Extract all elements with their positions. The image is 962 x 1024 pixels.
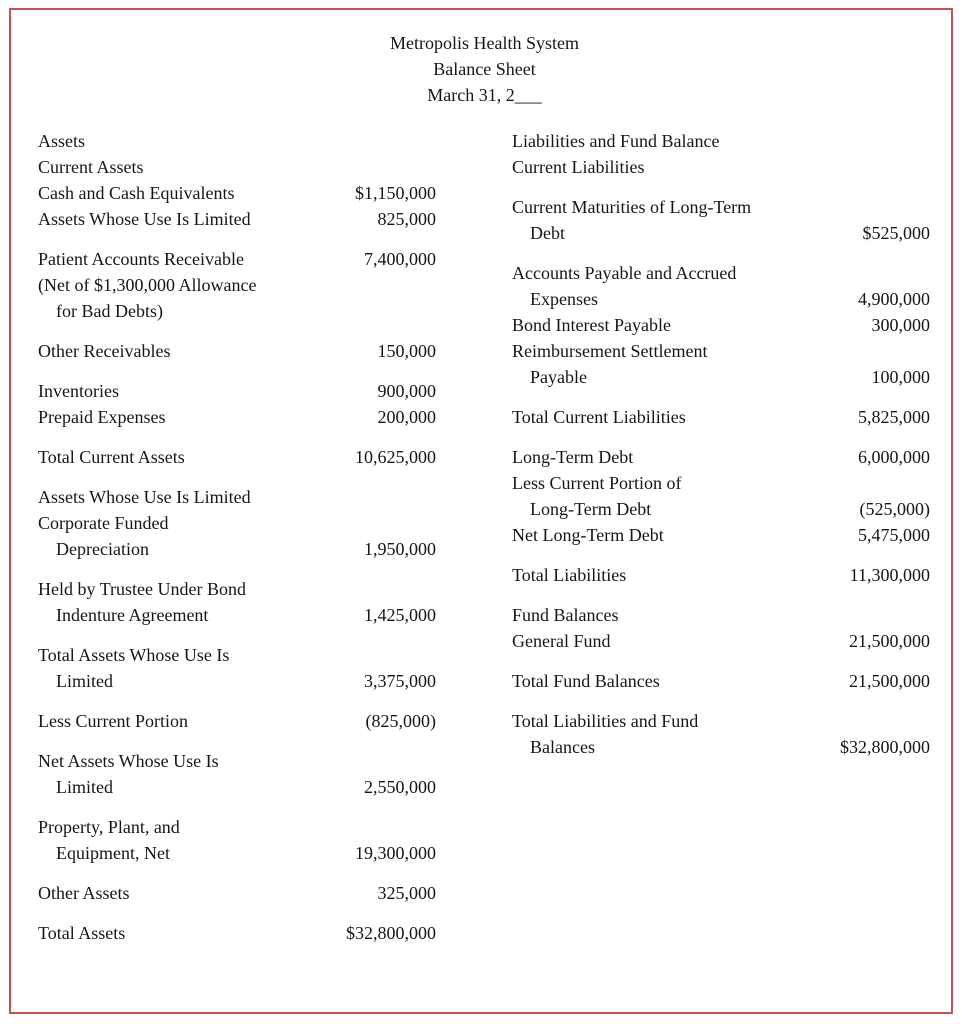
line-item [512,628,930,654]
line-item [512,154,930,180]
line-item-label: Held by Trustee Under Bond [38,579,246,599]
line-item [512,668,930,694]
line-item-label: Net Long-Term Debt [512,525,664,545]
line-item-label: Expenses [530,289,598,309]
line-item-value: 150,000 [377,341,436,361]
line-item-label: Assets Whose Use Is Limited [38,487,251,507]
statement-group [512,602,930,654]
line-item [512,470,930,496]
document-subtitle: Balance Sheet [433,59,536,79]
statement-group [512,668,930,694]
statement-group [38,576,436,628]
line-item-label: Cash and Cash Equivalents [38,183,235,203]
line-item [38,444,436,470]
line-item-label: Total Liabilities and Fund [512,711,699,731]
statement-group [512,404,930,430]
line-item-value: 6,000,000 [858,447,930,467]
line-item [38,774,436,800]
line-item-label: General Fund [512,631,611,651]
line-item [512,708,930,734]
line-item-value: 10,625,000 [355,447,436,467]
line-item-label: Less Current Portion [38,711,188,731]
line-item-label: for Bad Debts) [56,301,163,321]
assets-column [38,128,436,946]
statement-group [38,748,436,800]
line-item [512,128,930,154]
line-item-value: 19,300,000 [355,843,436,863]
line-item [38,576,436,602]
line-item [38,748,436,774]
line-item-label: Fund Balances [512,605,619,625]
line-item-value: (825,000) [365,711,436,731]
line-item-label: Payable [530,367,587,387]
line-item-value: 200,000 [377,407,436,427]
line-item-label: Liabilities and Fund Balance [512,131,720,151]
line-item-label: Total Current Liabilities [512,407,686,427]
line-item-label: Long-Term Debt [512,447,634,467]
statement-group [38,378,436,430]
line-item-label: Indenture Agreement [56,605,209,625]
line-item-label: Patient Accounts Receivable [38,249,244,269]
line-item-label: Inventories [38,381,119,401]
line-item-value: 5,475,000 [858,525,930,545]
line-item [38,920,436,946]
line-item-label: Net Assets Whose Use Is [38,751,219,771]
statement-group [512,260,930,390]
line-item [512,286,930,312]
statement-group [38,920,436,946]
statement-columns [38,128,931,946]
statement-group [38,642,436,694]
line-item [38,298,436,324]
line-item-label: Balances [530,737,595,757]
statement-group [38,880,436,906]
line-item [38,404,436,430]
statement-group [38,246,436,324]
statement-group [512,562,930,588]
balance-sheet-page [9,8,953,1014]
line-item-label: Less Current Portion of [512,473,682,493]
line-item-value: 3,375,000 [364,671,436,691]
line-item-label: Long-Term Debt [530,499,652,519]
line-item [512,338,930,364]
line-item [38,154,436,180]
line-item-value: 300,000 [871,315,930,335]
line-item [38,814,436,840]
statement-group [512,194,930,246]
line-item-value: 2,550,000 [364,777,436,797]
line-item-value: 4,900,000 [858,289,930,309]
line-item [38,338,436,364]
statement-group [38,484,436,562]
line-item [38,378,436,404]
statement-group [38,708,436,734]
line-item [38,246,436,272]
line-item-value: 825,000 [377,209,436,229]
line-item [38,206,436,232]
line-item [512,220,930,246]
line-item [38,510,436,536]
line-item [512,522,930,548]
line-item-label: Current Assets [38,157,144,177]
line-item-label: Corporate Funded [38,513,169,533]
line-item [38,272,436,298]
line-item [512,364,930,390]
line-item-label: Other Receivables [38,341,171,361]
line-item-label: Equipment, Net [56,843,170,863]
line-item [512,312,930,338]
line-item-label: Other Assets [38,883,130,903]
liabilities-column [512,128,930,760]
line-item [512,734,930,760]
line-item-label: Bond Interest Payable [512,315,671,335]
line-item-value: 21,500,000 [849,631,930,651]
line-item-label: Current Liabilities [512,157,645,177]
line-item-value: 900,000 [377,381,436,401]
line-item-label: Prepaid Expenses [38,407,166,427]
line-item [512,562,930,588]
line-item [38,602,436,628]
document-date: March 31, 2___ [427,85,542,105]
line-item [512,194,930,220]
line-item-value: 325,000 [377,883,436,903]
line-item-value: 1,950,000 [364,539,436,559]
line-item-label: Total Current Assets [38,447,185,467]
line-item-label: Accounts Payable and Accrued [512,263,737,283]
line-item [512,404,930,430]
line-item-label: Total Fund Balances [512,671,660,691]
document-header [38,30,931,108]
line-item-value: $32,800,000 [346,923,436,943]
line-item-label: Assets [38,131,86,151]
line-item [38,840,436,866]
line-item [38,642,436,668]
line-item [38,536,436,562]
line-item-label: Total Liabilities [512,565,627,585]
line-item-value: $525,000 [862,223,930,243]
statement-group [38,814,436,866]
line-item-value: 5,825,000 [858,407,930,427]
statement-group [512,444,930,548]
line-item-value: 1,425,000 [364,605,436,625]
line-item-label: (Net of $1,300,000 Allowance [38,275,257,295]
line-item [38,128,436,154]
statement-group [512,708,930,760]
line-item-value: 100,000 [871,367,930,387]
line-item-label: Limited [56,777,113,797]
line-item [512,496,930,522]
statement-group [512,128,930,180]
line-item-value: 7,400,000 [364,249,436,269]
line-item-value: $32,800,000 [840,737,930,757]
statement-group [38,444,436,470]
line-item [38,880,436,906]
line-item-label: Assets Whose Use Is Limited [38,209,251,229]
line-item-label: Current Maturities of Long-Term [512,197,752,217]
line-item-value: 21,500,000 [849,671,930,691]
line-item-label: Total Assets [38,923,126,943]
line-item [38,668,436,694]
line-item-label: Property, Plant, and [38,817,180,837]
statement-group [38,128,436,232]
line-item-label: Reimbursement Settlement [512,341,708,361]
line-item-value: (525,000) [859,499,930,519]
line-item [512,602,930,628]
line-item-value: 11,300,000 [849,565,930,585]
line-item [38,484,436,510]
line-item [38,180,436,206]
line-item-label: Total Assets Whose Use Is [38,645,230,665]
line-item-value: $1,150,000 [355,183,436,203]
line-item [512,444,930,470]
statement-group [38,338,436,364]
line-item-label: Limited [56,671,113,691]
line-item [512,260,930,286]
line-item [38,708,436,734]
line-item-label: Debt [530,223,565,243]
document-title: Metropolis Health System [390,33,579,53]
line-item-label: Depreciation [56,539,149,559]
